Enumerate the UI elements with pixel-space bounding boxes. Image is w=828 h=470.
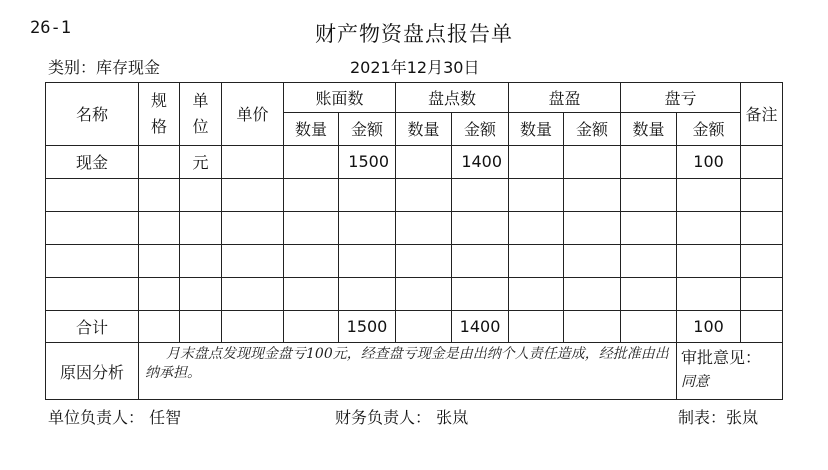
- cell-surplus-amount: [564, 145, 621, 178]
- approval-text: 同意: [681, 374, 710, 391]
- cell-price: [222, 145, 284, 178]
- approval-cell: [677, 343, 783, 400]
- header-loss-amount: 金额: [677, 112, 741, 145]
- header-count-qty: 数量: [396, 112, 452, 145]
- header-row-1: [46, 83, 783, 113]
- cell-loss-qty: [621, 145, 677, 178]
- total-label: 合计: [46, 311, 139, 343]
- cell-surplus-qty: [509, 145, 564, 178]
- unit-head-signature: 单位负责人： 任智: [48, 408, 182, 427]
- category-label: 类别：库存现金: [48, 58, 161, 77]
- header-book-amount: 金额: [339, 112, 396, 145]
- header-spec-text: 规格: [150, 90, 167, 136]
- report-date: 2021年12月30日: [350, 58, 480, 77]
- reason-text: 月末盘点发现现金盘亏100元，经查盘亏现金是由出纳个人责任造成，经批准由出纳承担。: [139, 343, 677, 400]
- header-name: 名称: [46, 83, 139, 146]
- table-row: [46, 212, 783, 245]
- total-book-amount: 1500: [339, 311, 396, 343]
- reason-row: [46, 343, 783, 400]
- cell-name: 现金: [46, 145, 139, 178]
- table-row: [46, 278, 783, 311]
- table-row: [46, 145, 783, 178]
- header-remark: 备注: [741, 83, 783, 146]
- table-row: [46, 179, 783, 212]
- total-loss-amount: 100: [677, 311, 741, 343]
- maker-signature: 制表：张岚: [678, 408, 759, 427]
- header-book-qty: 数量: [284, 112, 339, 145]
- form-title: 财产物资盘点报告单: [315, 22, 513, 46]
- approval-label: 审批意见：: [681, 348, 762, 368]
- header-loss-qty: 数量: [621, 112, 677, 145]
- header-loss: 盘亏: [621, 83, 741, 113]
- cell-loss-amount: 100: [677, 145, 741, 178]
- header-price: 单价: [222, 83, 284, 146]
- table-row: [46, 245, 783, 278]
- header-count: 盘点数: [396, 83, 509, 113]
- cell-book-qty: [284, 145, 339, 178]
- cell-book-amount: 1500: [339, 145, 396, 178]
- header-surplus: 盘盈: [509, 83, 621, 113]
- cell-count-amount: 1400: [452, 145, 509, 178]
- cell-unit: 元: [180, 145, 222, 178]
- header-surplus-amount: 金额: [564, 112, 621, 145]
- total-count-amount: 1400: [452, 311, 509, 343]
- header-unit: [180, 83, 222, 146]
- header-count-amount: 金额: [452, 112, 509, 145]
- cell-remark: [741, 145, 783, 178]
- header-spec: [139, 83, 180, 146]
- finance-head-signature: 财务负责人： 张岚: [335, 408, 469, 427]
- reason-label: 原因分析: [46, 343, 139, 400]
- cell-spec: [139, 145, 180, 178]
- header-unit-text: 单位: [192, 90, 209, 136]
- header-surplus-qty: 数量: [509, 112, 564, 145]
- cell-count-qty: [396, 145, 452, 178]
- total-row: [46, 311, 783, 343]
- document-id: 26-1: [30, 18, 71, 38]
- header-book: 账面数: [284, 83, 396, 113]
- inventory-table: [45, 82, 783, 400]
